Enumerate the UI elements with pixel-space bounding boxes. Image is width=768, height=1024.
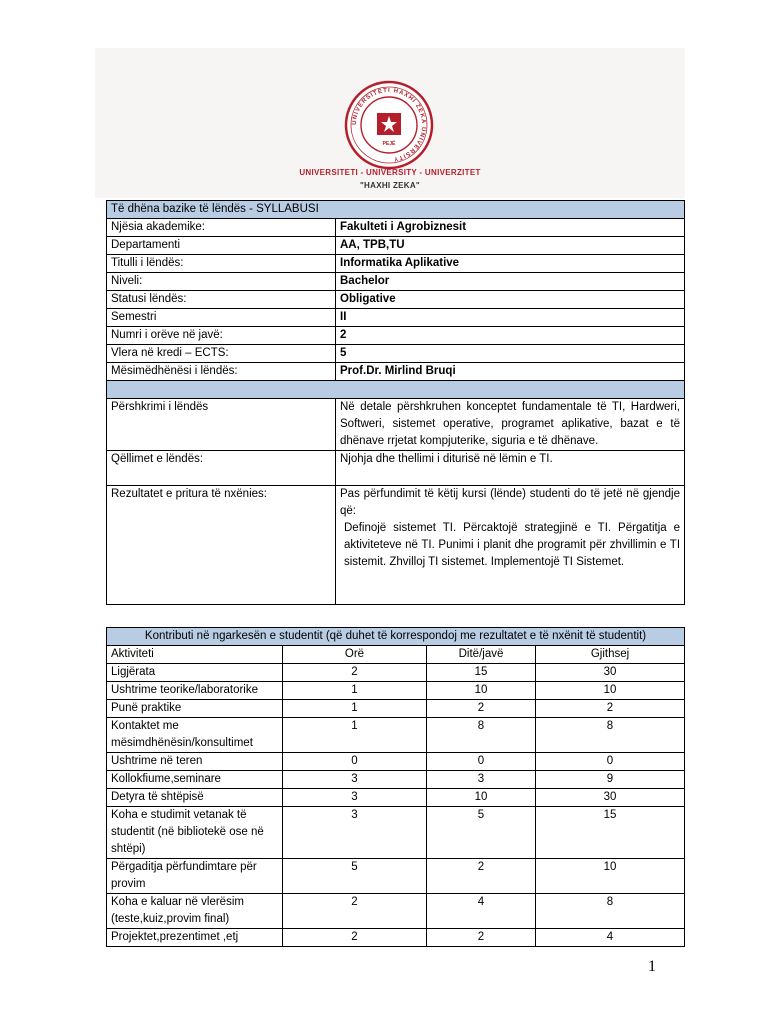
workload-title-row xyxy=(107,628,685,646)
description-value: Në detale përshkruhen konceptet fundamentale të TI, Hardweri, Softweri, sistemet operative, programet aplikative, bazat e të dhënave rrjetat kompjuterike, siguria e të dhënave. xyxy=(336,399,685,451)
total-cell: 9 xyxy=(536,771,685,789)
total-cell: 10 xyxy=(536,682,685,700)
info-value: AA, TPB,TU xyxy=(336,237,685,255)
header-activity: Aktiviteti xyxy=(107,646,283,664)
info-label: Vlera në kredi – ECTS: xyxy=(107,345,336,363)
header-hours: Orë xyxy=(283,646,427,664)
info-row xyxy=(107,273,685,291)
total-cell: 0 xyxy=(536,753,685,771)
activity-cell: Koha e studimit vetanak të studentit (në bibliotekë ose në shtëpi) xyxy=(107,807,283,859)
total-cell: 15 xyxy=(536,807,685,859)
activity-cell: Kollokfiume,seminare xyxy=(107,771,283,789)
activity-cell: Detyra të shtëpisë xyxy=(107,789,283,807)
results-row xyxy=(107,486,685,605)
table-row xyxy=(107,789,685,807)
goals-row xyxy=(107,451,685,486)
table-row xyxy=(107,664,685,682)
description-row xyxy=(107,399,685,451)
workload-title: Kontributi në ngarkesën e studentit (që duhet të korrespondoj me rezultatet e të nxënit të studentit) xyxy=(107,628,685,646)
total-cell: 30 xyxy=(536,664,685,682)
workload-header-row xyxy=(107,646,685,664)
spacer-cell xyxy=(107,381,685,399)
syllabus-title-row xyxy=(107,201,685,219)
info-row xyxy=(107,345,685,363)
university-seal-logo xyxy=(344,80,434,170)
university-line: UNIVERSITETI - UNIVERSITY - UNIVERZITET xyxy=(299,168,481,177)
info-row xyxy=(107,363,685,381)
info-row xyxy=(107,237,685,255)
info-label: Numri i orëve në javë: xyxy=(107,327,336,345)
svg-text:PEJË: PEJË xyxy=(382,141,396,147)
days-cell: 3 xyxy=(427,771,536,789)
spacer-row xyxy=(107,381,685,399)
hours-cell: 1 xyxy=(283,718,427,753)
activity-cell: Kontaktet me mësimdhënësin/konsultimet xyxy=(107,718,283,753)
activity-cell: Ligjërata xyxy=(107,664,283,682)
page-number: 1 xyxy=(648,958,656,975)
info-value: Fakulteti i Agrobiznesit xyxy=(336,219,685,237)
total-cell: 10 xyxy=(536,859,685,894)
table-row xyxy=(107,771,685,789)
info-row xyxy=(107,219,685,237)
hours-cell: 3 xyxy=(283,789,427,807)
university-name: "HAXHI ZEKA" xyxy=(359,181,421,190)
workload-table xyxy=(106,627,685,947)
results-label: Rezultatet e pritura të nxënies: xyxy=(107,486,336,605)
total-cell: 2 xyxy=(536,700,685,718)
total-cell: 4 xyxy=(536,929,685,947)
info-row xyxy=(107,255,685,273)
info-label: Semestri xyxy=(107,309,336,327)
days-cell: 0 xyxy=(427,753,536,771)
header-days-week: Ditë/javë xyxy=(427,646,536,664)
hours-cell: 1 xyxy=(283,682,427,700)
activity-cell: Punë praktike xyxy=(107,700,283,718)
table-row xyxy=(107,859,685,894)
activity-cell: Ushtrime në teren xyxy=(107,753,283,771)
info-label: Departamenti xyxy=(107,237,336,255)
hours-cell: 0 xyxy=(283,753,427,771)
activity-cell: Projektet,prezentimet ,etj xyxy=(107,929,283,947)
hours-cell: 1 xyxy=(283,700,427,718)
activity-cell: Ushtrime teorike/laboratorike xyxy=(107,682,283,700)
goals-value: Njohja dhe thellimi i diturisë në lëmin e TI. xyxy=(336,451,685,486)
activity-cell: Koha e kaluar në vlerësim (teste,kuiz,provim final) xyxy=(107,894,283,929)
hours-cell: 5 xyxy=(283,859,427,894)
syllabus-info-table xyxy=(106,200,685,605)
table-row xyxy=(107,718,685,753)
days-cell: 2 xyxy=(427,700,536,718)
activity-cell: Përgaditja përfundimtare për provim xyxy=(107,859,283,894)
table-row xyxy=(107,807,685,859)
header-total: Gjithsej xyxy=(536,646,685,664)
days-cell: 15 xyxy=(427,664,536,682)
table-row xyxy=(107,700,685,718)
info-label: Niveli: xyxy=(107,273,336,291)
info-value: 5 xyxy=(336,345,685,363)
info-value: 2 xyxy=(336,327,685,345)
info-label: Statusi lëndës: xyxy=(107,291,336,309)
info-label: Mësimëdhënësi i lëndës: xyxy=(107,363,336,381)
table-row xyxy=(107,894,685,929)
table-row xyxy=(107,929,685,947)
days-cell: 8 xyxy=(427,718,536,753)
hours-cell: 2 xyxy=(283,664,427,682)
info-value: Informatika Aplikative xyxy=(336,255,685,273)
info-value: II xyxy=(336,309,685,327)
syllabus-title: Të dhëna bazike të lëndës - SYLLABUSI xyxy=(107,201,685,219)
total-cell: 8 xyxy=(536,894,685,929)
info-value: Obligative xyxy=(336,291,685,309)
total-cell: 8 xyxy=(536,718,685,753)
info-row xyxy=(107,291,685,309)
hours-cell: 3 xyxy=(283,807,427,859)
total-cell: 30 xyxy=(536,789,685,807)
results-value: Definojë sistemet TI. Përcaktojë strategjinë e TI. Përgatitja e aktiviteteve në TI. Punimi i planit dhe programit për zhvillimin e TI sistemit. Zhvilloj TI sistemet. Implementojë TI Sistemet. xyxy=(344,522,681,568)
info-label: Njësia akademike: xyxy=(107,219,336,237)
days-cell: 10 xyxy=(427,789,536,807)
info-label: Titulli i lëndës: xyxy=(107,255,336,273)
days-cell: 10 xyxy=(427,682,536,700)
hours-cell: 3 xyxy=(283,771,427,789)
info-value: Prof.Dr. Mirlind Bruqi xyxy=(336,363,685,381)
days-cell: 5 xyxy=(427,807,536,859)
hours-cell: 2 xyxy=(283,894,427,929)
results-intro: Pas përfundimit të këtij kursi (lënde) studenti do të jetë në gjendje që: xyxy=(340,488,681,517)
info-value: Bachelor xyxy=(336,273,685,291)
table-row xyxy=(107,682,685,700)
days-cell: 4 xyxy=(427,894,536,929)
svg-text:UNIVERSITETI HAXHI ZEKA UNIVER: UNIVERSITETI HAXHI ZEKA UNIVERSITY xyxy=(351,87,427,162)
info-row xyxy=(107,309,685,327)
days-cell: 2 xyxy=(427,929,536,947)
hours-cell: 2 xyxy=(283,929,427,947)
results-cell xyxy=(336,486,685,605)
days-cell: 2 xyxy=(427,859,536,894)
table-row xyxy=(107,753,685,771)
info-row xyxy=(107,327,685,345)
description-label: Përshkrimi i lëndës xyxy=(107,399,336,451)
goals-label: Qëllimet e lëndës: xyxy=(107,451,336,486)
